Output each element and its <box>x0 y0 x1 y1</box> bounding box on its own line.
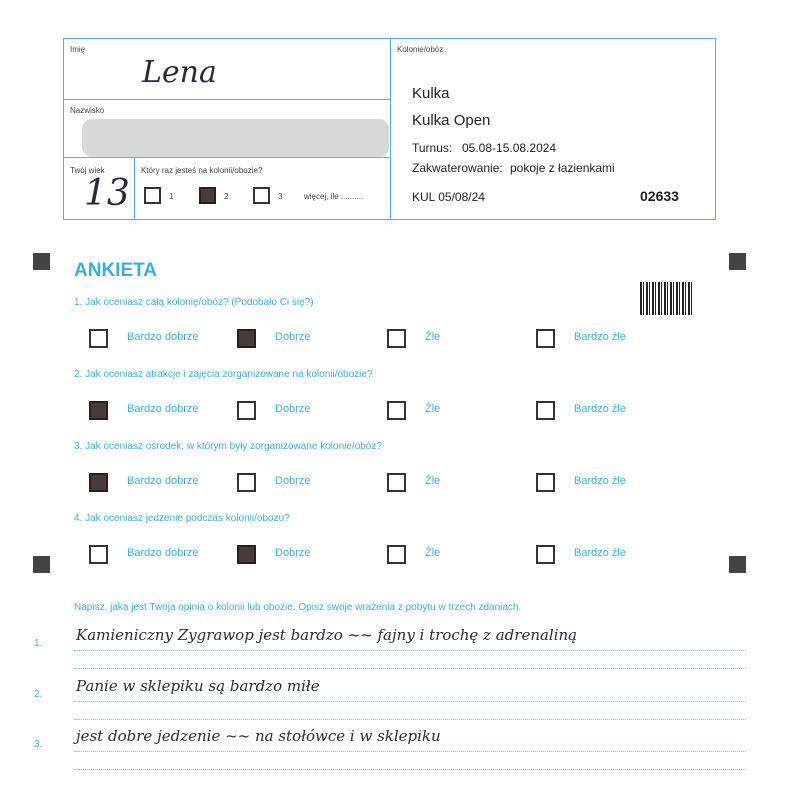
question-1-option-4-label: Bardzo źle <box>574 331 626 343</box>
opinion-line-3-rule-2 <box>74 769 746 770</box>
question-3-option-2-label: Dobrze <box>275 475 311 487</box>
barcode <box>640 282 694 315</box>
question-1-option-1-checkbox[interactable] <box>89 329 108 348</box>
opinion-line-1-rule-1 <box>74 650 746 651</box>
opinion-line-2-text[interactable]: Panie w sklepiku są bardzo miłe <box>76 677 320 695</box>
zakwaterowanie-value: pokoje z łazienkami <box>510 161 615 175</box>
question-1-option-3-checkbox[interactable] <box>387 329 406 348</box>
ktory-raz-option-2: 2 <box>224 192 229 201</box>
registration-marker-tr <box>729 253 746 270</box>
wiek-value[interactable]: 13 <box>84 173 130 214</box>
ktory-raz-checkbox-1[interactable] <box>144 187 161 204</box>
survey-title: ANKIETA <box>74 260 158 281</box>
ktory-raz-label: Który raz jesteś na kolonii/obozie? <box>141 166 263 175</box>
question-2-option-2-checkbox[interactable] <box>237 401 256 420</box>
question-2-option-2-label: Dobrze <box>275 403 311 415</box>
question-4-option-4-checkbox[interactable] <box>536 545 555 564</box>
question-4-option-3-checkbox[interactable] <box>387 545 406 564</box>
question-2-option-4-checkbox[interactable] <box>536 401 555 420</box>
question-2-option-1-label: Bardzo dobrze <box>127 403 199 415</box>
question-3-text: 3. Jak oceniasz ośrodek, w którym były zorganizowane kolonie/obóz? <box>74 441 382 452</box>
opinion-prompt: Napisz, jaka jest Twoja opinia o kolonii lub obozie. Opisz swoje wrażenia z pobytu w trzech zdaniach. <box>74 602 522 613</box>
question-3-option-3-label: Źle <box>425 475 441 487</box>
wiek-label: Twój wiek <box>70 166 105 175</box>
question-3-option-1-label: Bardzo dobrze <box>127 475 199 487</box>
question-3-option-4-label: Bardzo źle <box>574 475 626 487</box>
row-divider-2 <box>64 157 390 158</box>
kolonie-name-2: Kulka Open <box>412 112 491 129</box>
question-2-option-3-checkbox[interactable] <box>387 401 406 420</box>
question-1-option-1-label: Bardzo dobrze <box>127 331 199 343</box>
opinion-line-3-number: 3. <box>34 739 43 750</box>
age-divider <box>134 157 135 219</box>
opinion-line-1-rule-2 <box>74 668 746 669</box>
ktory-raz-checkbox-3[interactable] <box>253 187 270 204</box>
opinion-line-1-text[interactable]: Kamieniczny Zygrawop jest bardzo ~~ fajny i trochę z adrenaliną <box>76 626 578 644</box>
question-1-option-2-label: Dobrze <box>275 331 311 343</box>
registration-marker-br <box>729 556 746 573</box>
ktory-raz-checkbox-2[interactable] <box>199 187 216 204</box>
imie-label: Imię <box>70 45 86 54</box>
question-4-option-1-label: Bardzo dobrze <box>127 547 199 559</box>
opinion-line-3-text[interactable]: jest dobre jedzenie ~~ na stołówce i w sklepiku <box>76 727 441 745</box>
registration-marker-bl <box>33 556 50 573</box>
question-3-option-3-checkbox[interactable] <box>387 473 406 492</box>
opinion-line-2-number: 2. <box>34 689 43 700</box>
question-2-option-1-checkbox[interactable] <box>89 401 108 420</box>
ktory-raz-option-3: 3 <box>278 192 283 201</box>
question-4-text: 4. Jak oceniasz jedzenie podczas kolonii/obozu? <box>74 513 290 524</box>
question-2-text: 2. Jak oceniasz atrakcje i zajęcia zorganizowane na kolonii/obozie? <box>74 369 373 380</box>
registration-marker-tl <box>33 253 50 270</box>
question-4-option-2-checkbox[interactable] <box>237 545 256 564</box>
imie-value[interactable]: Lena <box>142 55 217 90</box>
question-4-option-2-label: Dobrze <box>275 547 311 559</box>
header-divider <box>390 39 391 219</box>
header-form <box>63 38 716 220</box>
nazwisko-label: Nazwisko <box>70 106 105 115</box>
form-number: 02633 <box>640 188 679 204</box>
row-divider-1 <box>64 99 390 100</box>
question-2-option-4-label: Bardzo źle <box>574 403 626 415</box>
opinion-line-2-rule-1 <box>74 701 746 702</box>
question-4-option-4-label: Bardzo źle <box>574 547 626 559</box>
question-4-option-3-label: Źle <box>425 547 441 559</box>
wiecej-label: więcej, ile .......... <box>304 192 364 201</box>
opinion-line-3-rule-1 <box>74 751 746 752</box>
kolonie-name-1: Kulka <box>412 85 450 102</box>
question-1-text: 1. Jak oceniasz całą kolonię/obóz? (Podobało Ci się?) <box>74 297 314 308</box>
question-4-option-1-checkbox[interactable] <box>89 545 108 564</box>
question-1-option-2-checkbox[interactable] <box>237 329 256 348</box>
turnus-label: Turnus: <box>412 141 453 155</box>
question-1-option-4-checkbox[interactable] <box>536 329 555 348</box>
zakwaterowanie-label: Zakwaterowanie: <box>412 161 503 175</box>
question-3-option-4-checkbox[interactable] <box>536 473 555 492</box>
opinion-line-2-rule-2 <box>74 719 746 720</box>
turnus-value: 05.08-15.08.2024 <box>462 141 557 155</box>
question-3-option-1-checkbox[interactable] <box>89 473 108 492</box>
opinion-line-1-number: 1. <box>34 638 43 649</box>
ktory-raz-option-1: 1 <box>169 192 174 201</box>
kolonie-label: Kolonie/obóz <box>397 45 444 54</box>
question-1-option-3-label: Źle <box>425 331 441 343</box>
question-3-option-2-checkbox[interactable] <box>237 473 256 492</box>
nazwisko-redacted[interactable] <box>82 119 389 157</box>
question-2-option-3-label: Źle <box>425 403 441 415</box>
kolonie-code: KUL 05/08/24 <box>412 190 485 204</box>
